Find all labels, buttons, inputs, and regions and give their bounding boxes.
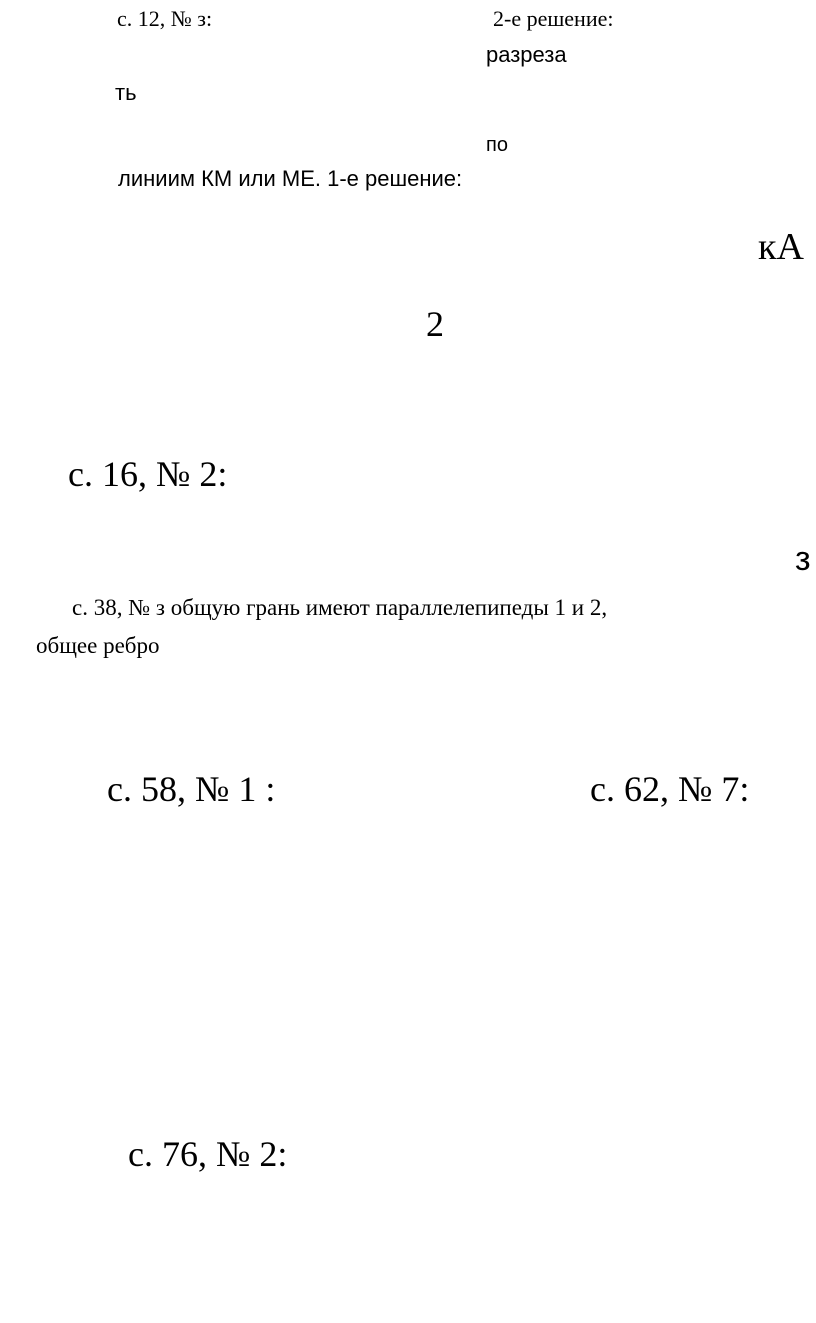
symbol-ka: кА [758, 226, 804, 268]
lines-km-me-text: линиим КМ или МЕ. 1-е решение: [118, 166, 463, 191]
second-solution-label: 2-е решение: [493, 6, 614, 31]
ref-p12-no3: с. 12, № з: [117, 6, 213, 31]
ref-p38-line2: общее ребро [36, 633, 160, 658]
letter-z: з [795, 540, 811, 578]
number-two: 2 [426, 304, 444, 344]
ref-p76-no2: с. 76, № 2: [128, 1134, 288, 1174]
ref-p62-no7: с. 62, № 7: [590, 769, 750, 809]
ref-p16-no2: с. 16, № 2: [68, 454, 228, 494]
word-along: по [486, 134, 508, 156]
word-fragment-t: ть [115, 80, 137, 105]
ref-p58-no1: с. 58, № 1 : [107, 769, 276, 809]
ref-p38-line1: с. 38, № з общую грань имеют параллелепипеды 1 и 2, [72, 595, 608, 620]
word-cut: разреза [486, 42, 567, 67]
